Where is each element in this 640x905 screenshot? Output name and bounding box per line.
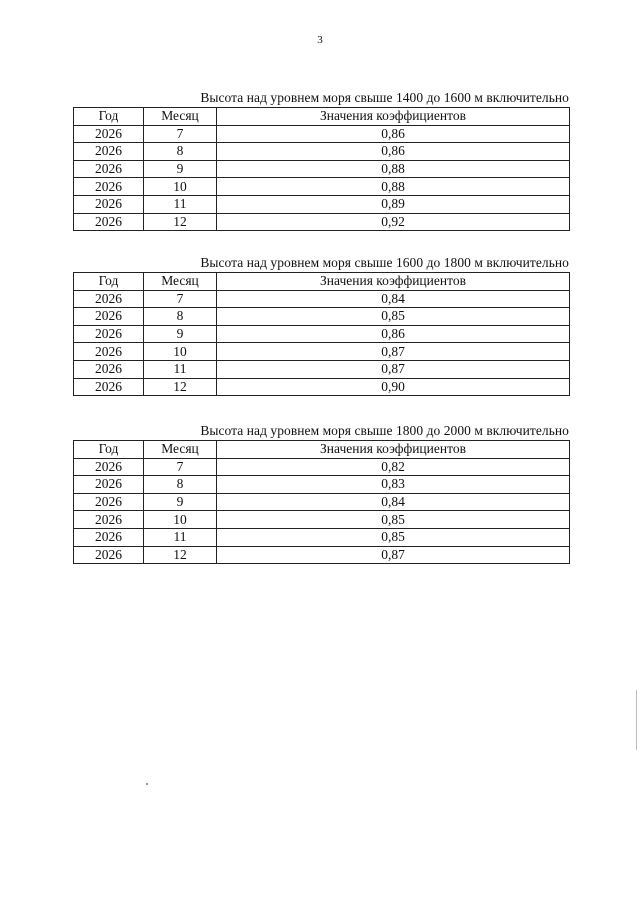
cell-year: 2026 <box>74 290 144 308</box>
section-title: Высота над уровнем моря свыше 1400 до 1600 м включительно <box>200 90 569 105</box>
coefficient-table <box>73 272 570 396</box>
cell-year: 2026 <box>74 546 144 564</box>
cell-year: 2026 <box>74 125 144 143</box>
cell-value: 0,90 <box>217 378 570 396</box>
cell-value: 0,84 <box>217 493 570 511</box>
cell-month: 8 <box>144 143 217 161</box>
cell-month: 12 <box>144 213 217 231</box>
section-title: Высота над уровнем моря свыше 1800 до 2000 м включительно <box>200 423 569 438</box>
table-row <box>74 378 570 396</box>
cell-value: 0,86 <box>217 125 570 143</box>
column-header-value: Значения коэффициентов <box>217 441 570 459</box>
cell-year: 2026 <box>74 458 144 476</box>
cell-value: 0,83 <box>217 476 570 494</box>
cell-year: 2026 <box>74 143 144 161</box>
column-header-year: Год <box>74 273 144 291</box>
cell-value: 0,87 <box>217 343 570 361</box>
cell-month: 11 <box>144 195 217 213</box>
cell-year: 2026 <box>74 493 144 511</box>
table-row <box>74 125 570 143</box>
cell-value: 0,92 <box>217 213 570 231</box>
table-row <box>74 511 570 529</box>
table-row <box>74 195 570 213</box>
table-row <box>74 476 570 494</box>
cell-year: 2026 <box>74 360 144 378</box>
cell-value: 0,82 <box>217 458 570 476</box>
scan-speck <box>146 783 148 785</box>
cell-year: 2026 <box>74 308 144 326</box>
cell-month: 9 <box>144 493 217 511</box>
cell-month: 7 <box>144 458 217 476</box>
cell-month: 9 <box>144 325 217 343</box>
column-header-year: Год <box>74 441 144 459</box>
cell-year: 2026 <box>74 213 144 231</box>
scan-edge-mark <box>636 690 637 750</box>
cell-value: 0,87 <box>217 546 570 564</box>
table-row <box>74 213 570 231</box>
table-row <box>74 493 570 511</box>
table-row <box>74 343 570 361</box>
cell-year: 2026 <box>74 528 144 546</box>
cell-value: 0,86 <box>217 325 570 343</box>
column-header-month: Месяц <box>144 441 217 459</box>
table-row <box>74 143 570 161</box>
cell-value: 0,86 <box>217 143 570 161</box>
table-row <box>74 290 570 308</box>
cell-year: 2026 <box>74 476 144 494</box>
cell-value: 0,88 <box>217 160 570 178</box>
cell-month: 10 <box>144 511 217 529</box>
column-header-value: Значения коэффициентов <box>217 108 570 126</box>
table-row <box>74 528 570 546</box>
coefficient-table <box>73 107 570 231</box>
cell-month: 7 <box>144 290 217 308</box>
table-header-row <box>74 273 570 291</box>
cell-value: 0,85 <box>217 308 570 326</box>
table-header-row <box>74 441 570 459</box>
column-header-year: Год <box>74 108 144 126</box>
coefficient-table <box>73 440 570 564</box>
cell-year: 2026 <box>74 178 144 196</box>
cell-year: 2026 <box>74 325 144 343</box>
table-row <box>74 360 570 378</box>
cell-month: 9 <box>144 160 217 178</box>
table-row <box>74 308 570 326</box>
cell-month: 12 <box>144 378 217 396</box>
table-row <box>74 178 570 196</box>
cell-value: 0,87 <box>217 360 570 378</box>
cell-month: 11 <box>144 528 217 546</box>
cell-month: 8 <box>144 476 217 494</box>
column-header-month: Месяц <box>144 273 217 291</box>
column-header-month: Месяц <box>144 108 217 126</box>
cell-year: 2026 <box>74 195 144 213</box>
column-header-value: Значения коэффициентов <box>217 273 570 291</box>
page-number: 3 <box>317 34 323 46</box>
cell-month: 12 <box>144 546 217 564</box>
cell-month: 10 <box>144 343 217 361</box>
table-row <box>74 325 570 343</box>
table-row <box>74 160 570 178</box>
cell-value: 0,84 <box>217 290 570 308</box>
cell-month: 7 <box>144 125 217 143</box>
cell-value: 0,85 <box>217 511 570 529</box>
cell-value: 0,88 <box>217 178 570 196</box>
table-row <box>74 546 570 564</box>
section-title: Высота над уровнем моря свыше 1600 до 1800 м включительно <box>200 255 569 270</box>
cell-year: 2026 <box>74 160 144 178</box>
cell-month: 11 <box>144 360 217 378</box>
cell-month: 8 <box>144 308 217 326</box>
cell-month: 10 <box>144 178 217 196</box>
table-row <box>74 458 570 476</box>
cell-value: 0,89 <box>217 195 570 213</box>
table-header-row <box>74 108 570 126</box>
cell-value: 0,85 <box>217 528 570 546</box>
cell-year: 2026 <box>74 378 144 396</box>
cell-year: 2026 <box>74 343 144 361</box>
cell-year: 2026 <box>74 511 144 529</box>
